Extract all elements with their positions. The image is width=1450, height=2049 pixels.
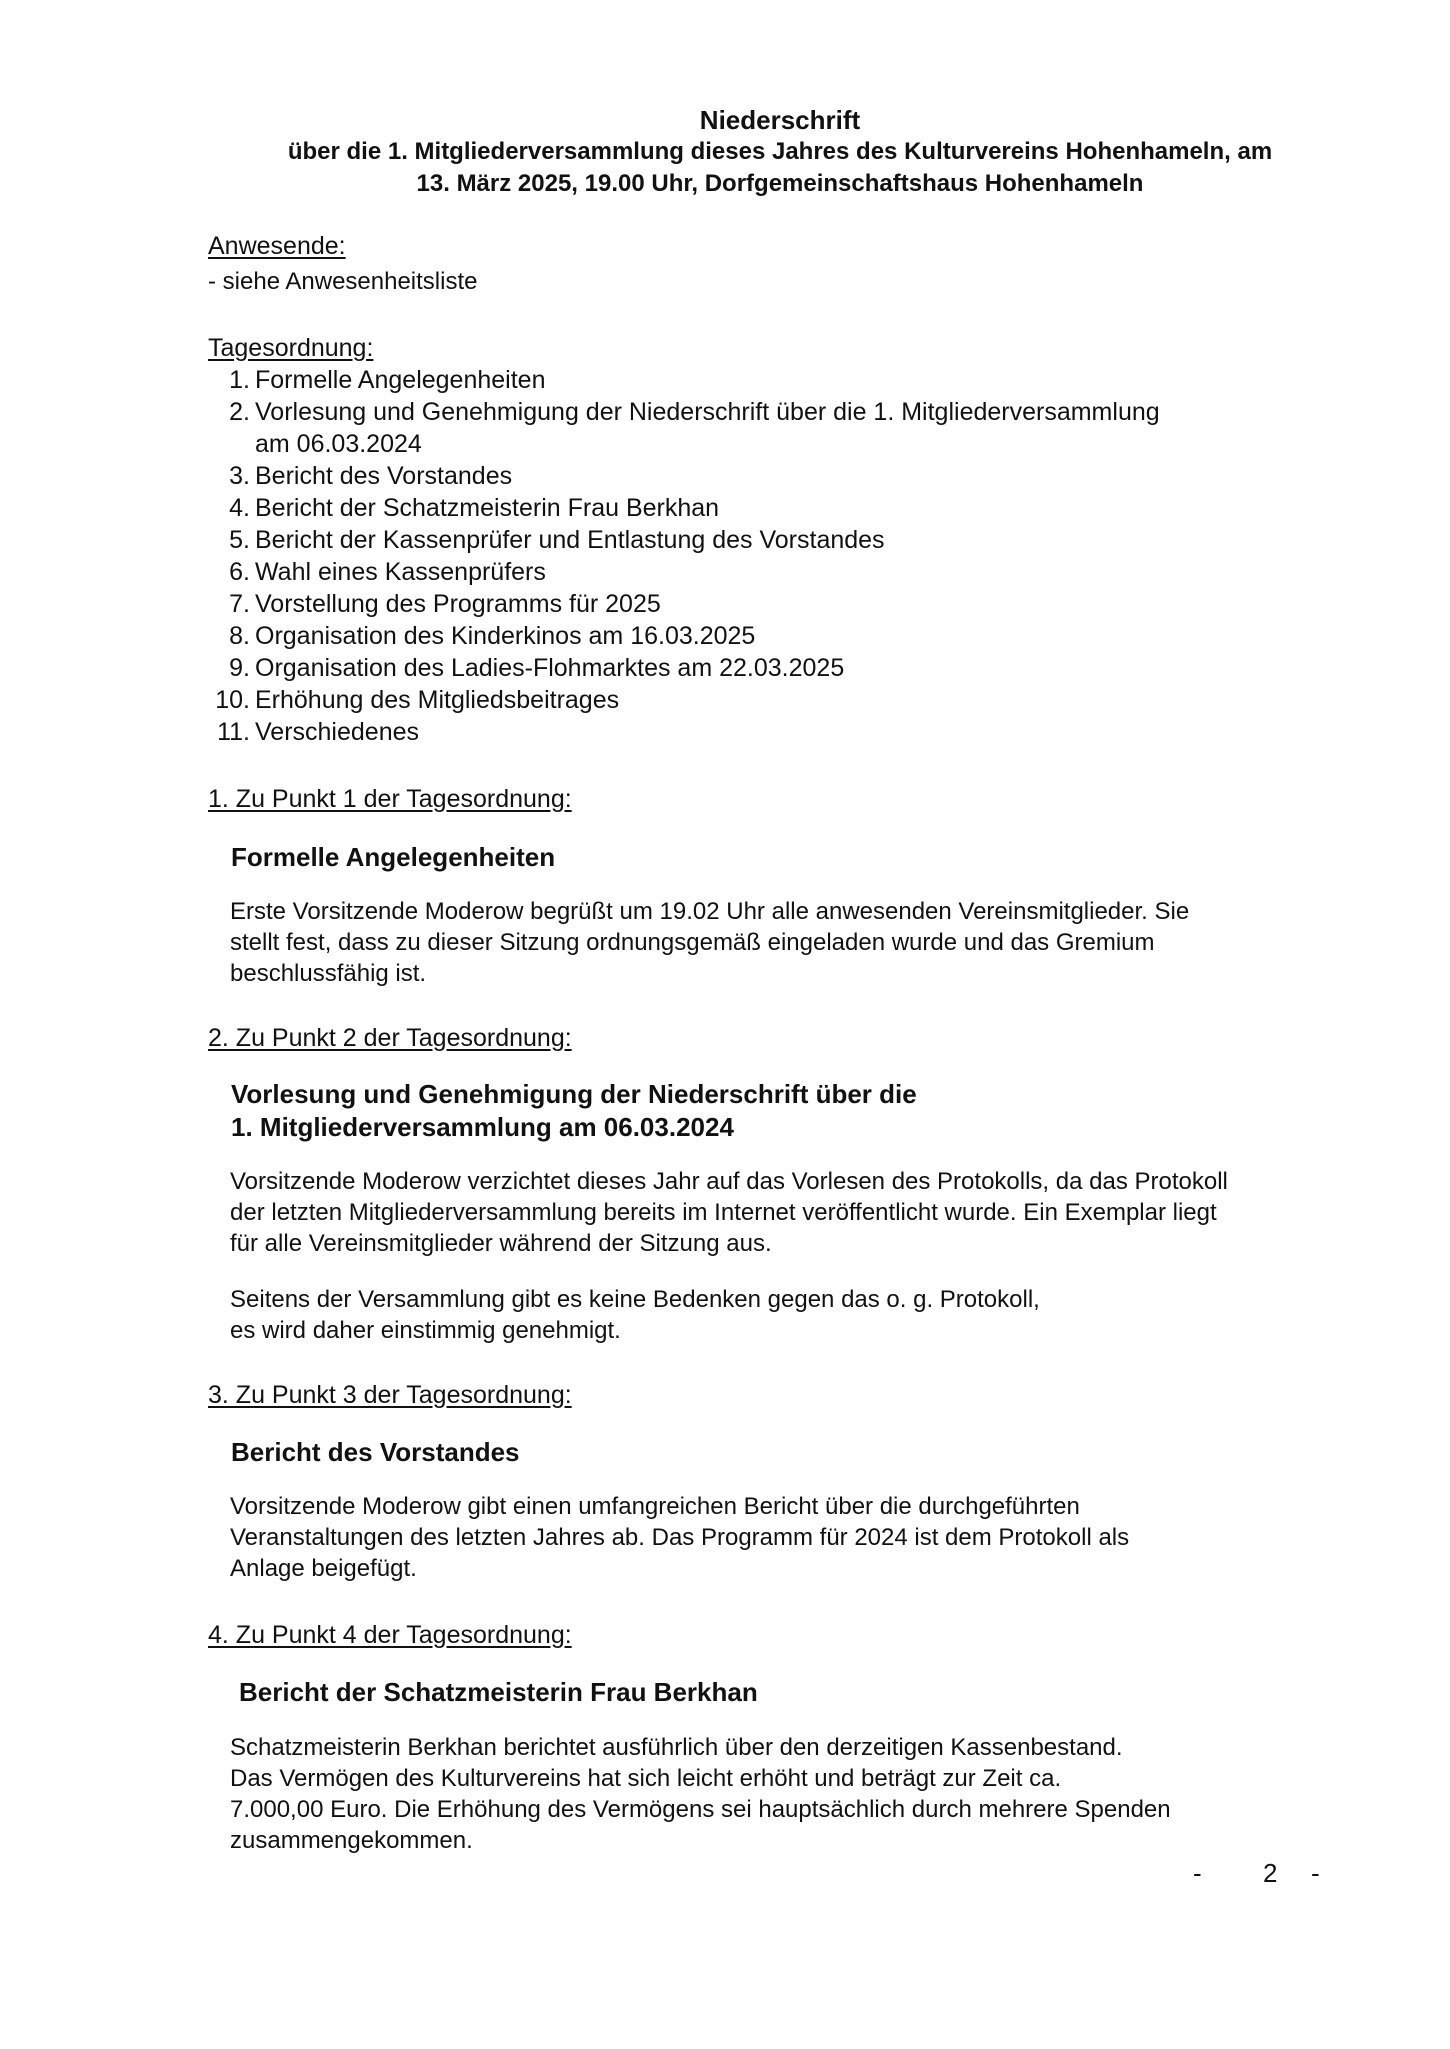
paragraph-line: Vorsitzende Moderow verzichtet dieses Jahr auf das Vorlesen des Protokolls, da das Protokoll (230, 1168, 1228, 1195)
attendees-heading: Anwesende: (208, 232, 346, 260)
paragraph-line: beschlussfähig ist. (230, 960, 427, 987)
document-subtitle-line2: 13. März 2025, 19.00 Uhr, Dorfgemeinschaftshaus Hohenhameln (416, 170, 1144, 197)
section-heading: 2. Zu Punkt 2 der Tagesordnung: (208, 1024, 572, 1052)
paragraph-line: Vorsitzende Moderow gibt einen umfangreichen Bericht über die durchgeführten (230, 1493, 1080, 1520)
document-subtitle-line1: über die 1. Mitgliederversammlung dieses Jahres des Kulturvereins Hohenhameln, am (287, 138, 1273, 165)
section-title: Formelle Angelegenheiten (231, 842, 556, 872)
paragraph-line: Erste Vorsitzende Moderow begrüßt um 19.02 Uhr alle anwesenden Vereinsmitglieder. Sie (230, 898, 1190, 925)
paragraph-line: es wird daher einstimmig genehmigt. (230, 1317, 621, 1344)
paragraph-line: zusammengekommen. (230, 1827, 473, 1854)
page-dash-left: - (1193, 1858, 1202, 1888)
document-title: Niederschrift (699, 105, 861, 135)
section-title-line2: 1. Mitgliederversammlung am 06.03.2024 (231, 1112, 734, 1142)
paragraph-line: Anlage beigefügt. (230, 1555, 417, 1582)
paragraph-line: 7.000,00 Euro. Die Erhöhung des Vermögens sei hauptsächlich durch mehrere Spenden (230, 1796, 1171, 1823)
section-heading: 3. Zu Punkt 3 der Tagesordnung: (208, 1381, 572, 1409)
paragraph-line: stellt fest, dass zu dieser Sitzung ordnungsgemäß eingeladen wurde und das Gremium (230, 929, 1155, 956)
paragraph-line: der letzten Mitgliederversammlung bereits im Internet veröffentlicht wurde. Ein Exemplar liegt (230, 1199, 1217, 1226)
paragraph-line: für alle Vereinsmitglieder während der Sitzung aus. (230, 1230, 772, 1257)
section-title: Bericht des Vorstandes (231, 1437, 520, 1467)
paragraph-line: Schatzmeisterin Berkhan berichtet ausführlich über den derzeitigen Kassenbestand. (230, 1734, 1123, 1761)
page-number: 2 (1263, 1858, 1278, 1888)
paragraph-line: Seitens der Versammlung gibt es keine Bedenken gegen das o. g. Protokoll, (230, 1286, 1040, 1313)
document-header (180, 104, 1380, 200)
section-heading: 4. Zu Punkt 4 der Tagesordnung: (208, 1621, 572, 1649)
page-dash-right: - (1311, 1858, 1320, 1888)
section-heading: 1. Zu Punkt 1 der Tagesordnung: (208, 785, 572, 813)
paragraph-line: Das Vermögen des Kulturvereins hat sich leicht erhöht und beträgt zur Zeit ca. (230, 1765, 1062, 1792)
attendees-text: - siehe Anwesenheitsliste (208, 268, 478, 295)
section-title: Vorlesung und Genehmigung der Niederschrift über die (231, 1079, 917, 1109)
section-title: Bericht der Schatzmeisterin Frau Berkhan (239, 1677, 758, 1707)
paragraph-line: Veranstaltungen des letzten Jahres ab. Das Programm für 2024 ist dem Protokoll als (230, 1524, 1130, 1551)
agenda-heading: Tagesordnung: (208, 334, 374, 362)
